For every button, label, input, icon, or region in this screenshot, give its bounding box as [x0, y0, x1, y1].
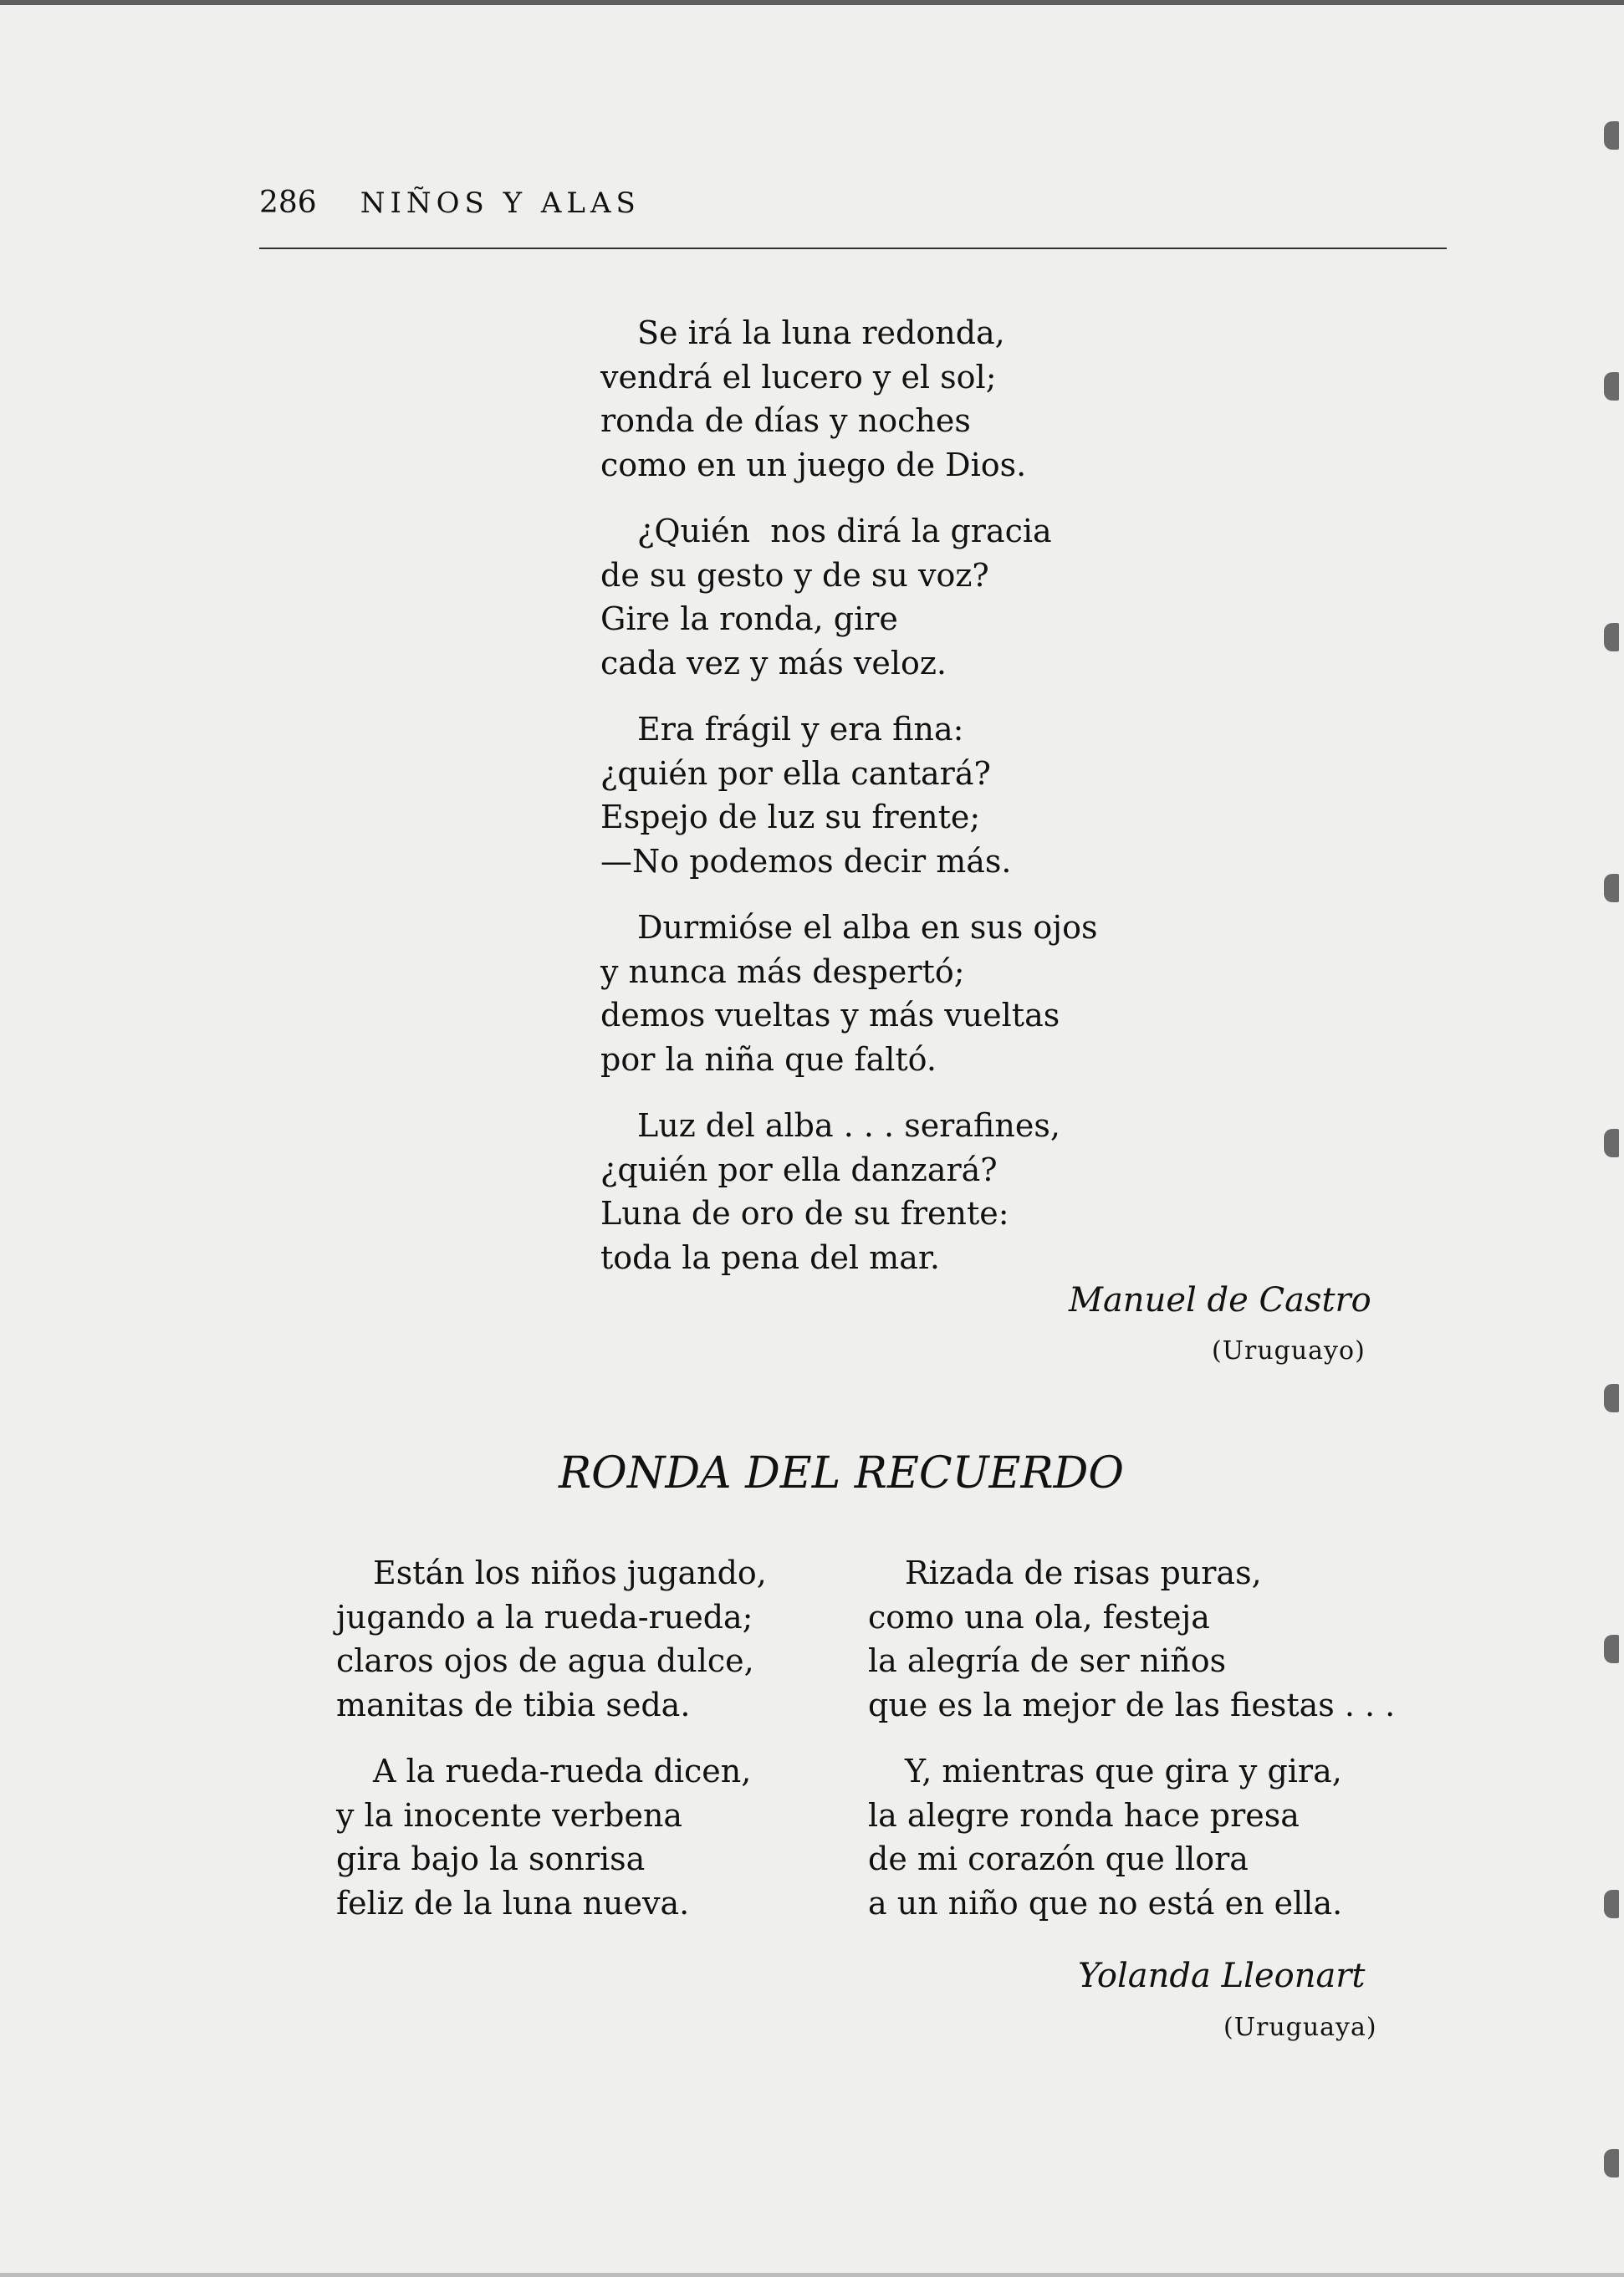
poem-2-country: (Uruguaya)	[1223, 2013, 1377, 2042]
verse-line: Luna de oro de su frente:	[600, 1195, 1009, 1232]
verse-line: toda la pena del mar.	[600, 1238, 940, 1276]
poem-2-author: Yolanda Lleonart	[1078, 1957, 1366, 1995]
verse-line: y la inocente verbena	[336, 1796, 683, 1834]
binder-hole-mark	[1604, 1129, 1619, 1157]
verse-line: demos vueltas y más vueltas	[600, 997, 1060, 1034]
book-title: NIÑOS Y ALAS	[360, 186, 641, 220]
stanza	[600, 1104, 1097, 1279]
verse-line: por la niña que faltó.	[600, 1040, 937, 1078]
verse-line: cada vez y más veloz.	[600, 644, 947, 682]
verse-line: Están los niños jugando,	[373, 1555, 767, 1591]
binder-hole-mark	[1604, 1384, 1619, 1412]
verse-line: de su gesto y de su voz?	[600, 556, 989, 594]
verse-line: ¿Quién nos dirá la gracia	[637, 513, 1052, 549]
poem-1-country: (Uruguayo)	[1212, 1336, 1366, 1366]
verse-line: Y, mientras que gira y gira,	[905, 1753, 1342, 1789]
verse-line: como una ola, festeja	[868, 1598, 1210, 1636]
poem-1	[600, 311, 1097, 1302]
binder-hole-mark	[1604, 2149, 1619, 2177]
header-rule	[259, 248, 1447, 249]
stanza	[868, 1749, 1395, 1925]
verse-line: la alegre ronda hace presa	[868, 1796, 1300, 1834]
stanza	[600, 906, 1097, 1081]
verse-line: y nunca más despertó;	[600, 952, 965, 990]
page-number: 286	[259, 186, 317, 220]
verse-line: Luz del alba . . . serafines,	[637, 1107, 1060, 1144]
poem-2-right-column	[868, 1551, 1395, 1948]
verse-line: Rizada de risas puras,	[905, 1555, 1262, 1591]
binder-edge-marks	[1599, 0, 1624, 2277]
verse-line: —No podemos decir más.	[600, 842, 1012, 880]
verse-line: claros ojos de agua dulce,	[336, 1642, 754, 1679]
verse-line: ¿quién por ella cantará?	[600, 754, 991, 792]
verse-line: gira bajo la sonrisa	[336, 1840, 646, 1877]
stanza	[600, 311, 1097, 487]
stanza	[600, 509, 1097, 685]
binder-hole-mark	[1604, 874, 1619, 902]
stanza	[336, 1551, 767, 1727]
stanza	[600, 707, 1097, 883]
verse-line: A la rueda-rueda dicen,	[373, 1753, 752, 1789]
verse-line: jugando a la rueda-rueda;	[336, 1598, 753, 1636]
stanza	[868, 1551, 1395, 1727]
poem-2-title: RONDA DEL RECUERDO	[559, 1448, 1124, 1498]
verse-line: ¿quién por ella danzará?	[600, 1151, 998, 1188]
binder-hole-mark	[1604, 1635, 1619, 1663]
poem-2-left-column	[336, 1551, 767, 1948]
binder-hole-mark	[1604, 372, 1619, 401]
stanza	[336, 1749, 767, 1925]
verse-line: la alegría de ser niños	[868, 1642, 1227, 1679]
verse-line: Espejo de luz su frente;	[600, 799, 981, 835]
verse-line: Durmióse el alba en sus ojos	[637, 909, 1098, 946]
verse-line: manitas de tibia seda.	[336, 1686, 691, 1723]
binder-hole-mark	[1604, 623, 1619, 651]
binder-hole-mark	[1604, 121, 1619, 150]
verse-line: Era frágil y era fina:	[637, 711, 964, 748]
verse-line: feliz de la luna nueva.	[336, 1884, 690, 1922]
verse-line: como en un juego de Dios.	[600, 446, 1027, 483]
page-top-edge	[0, 0, 1624, 5]
verse-line: vendrá el lucero y el sol;	[600, 358, 997, 396]
verse-line: a un niño que no está en ella.	[868, 1884, 1343, 1922]
verse-line: ronda de días y noches	[600, 402, 971, 439]
page-bottom-edge	[0, 2273, 1624, 2277]
verse-line: Gire la ronda, gire	[600, 600, 898, 637]
binder-hole-mark	[1604, 1890, 1619, 1918]
verse-line: Se irá la luna redonda,	[637, 314, 1005, 351]
verse-line: que es la mejor de las fiestas . . .	[868, 1686, 1396, 1723]
running-header	[259, 186, 641, 220]
verse-line: de mi corazón que llora	[868, 1840, 1249, 1877]
poem-1-author: Manuel de Castro	[1069, 1281, 1371, 1320]
